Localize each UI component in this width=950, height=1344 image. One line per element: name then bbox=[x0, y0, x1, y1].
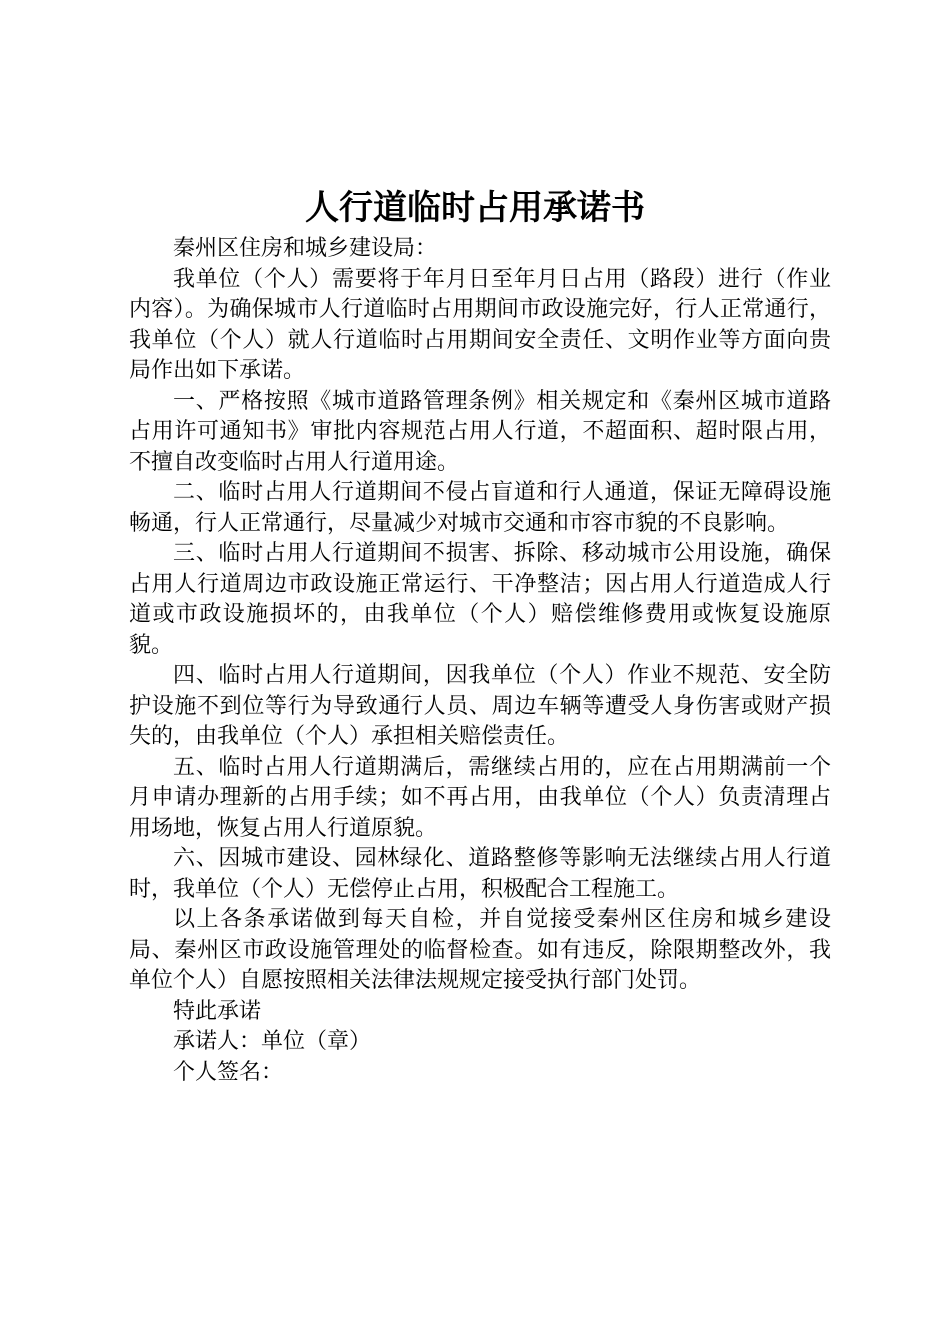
paragraph-item-6: 六、因城市建设、园林绿化、道路整修等影响无法继续占用人行道时，我单位（个人）无偿停止占用，积极配合工程施工。 bbox=[129, 846, 831, 902]
signer-personal-line: 个人签名： bbox=[173, 1059, 284, 1085]
document-title: 人行道临时占用承诺书 bbox=[305, 188, 645, 228]
paragraph-intro: 我单位（个人）需要将于年月日至年月日占用（路段）进行（作业内容）。为确保城市人行道临时占用期间市政设施完好，行人正常通行，我单位（个人）就人行道临时占用期间安全责任、文明作业等方面向贵局作出如下承诺。 bbox=[129, 266, 831, 383]
signer-unit-line: 承诺人：单位（章） bbox=[173, 1029, 372, 1054]
paragraph-item-4: 四、临时占用人行道期间，因我单位（个人）作业不规范、安全防护设施不到位等行为导致通行人员、周边车辆等遭受人身伤害或财产损失的，由我单位（个人）承担相关赔偿责任。 bbox=[129, 663, 831, 749]
salutation: 秦州区住房和城乡建设局： bbox=[173, 236, 438, 261]
paragraph-conclusion: 以上各条承诺做到每天自检，并自觉接受秦州区住房和城乡建设局、秦州区市政设施管理处的临督检查。如有违反，除限期整改外，我单位个人）自愿按照相关法律法规规定接受执行部门处罚。 bbox=[129, 907, 831, 993]
paragraph-item-3: 三、临时占用人行道期间不损害、拆除、移动城市公用设施，确保占用人行道周边市政设施正常运行、干净整洁；因占用人行道造成人行道或市政设施损坏的，由我单位（个人）赔偿维修费用或恢复设施原貌。 bbox=[129, 541, 831, 658]
paragraph-item-5: 五、临时占用人行道期满后，需继续占用的，应在占用期满前一个月申请办理新的占用手续；如不再占用，由我单位（个人）负责清理占用场地，恢复占用人行道原貌。 bbox=[129, 754, 831, 841]
paragraph-item-1: 一、严格按照《城市道路管理条例》相关规定和《秦州区城市道路占用许可通知书》审批内容规范占用人行道，不超面积、超时限占用，不擅自改变临时占用人行道用途。 bbox=[129, 388, 831, 475]
closing-line: 特此承诺 bbox=[173, 998, 262, 1024]
paragraph-item-2: 二、临时占用人行道期间不侵占盲道和行人通道，保证无障碍设施畅通，行人正常通行，尽量减少对城市交通和市容市貌的不良影响。 bbox=[129, 480, 831, 536]
document-body bbox=[129, 234, 831, 1088]
